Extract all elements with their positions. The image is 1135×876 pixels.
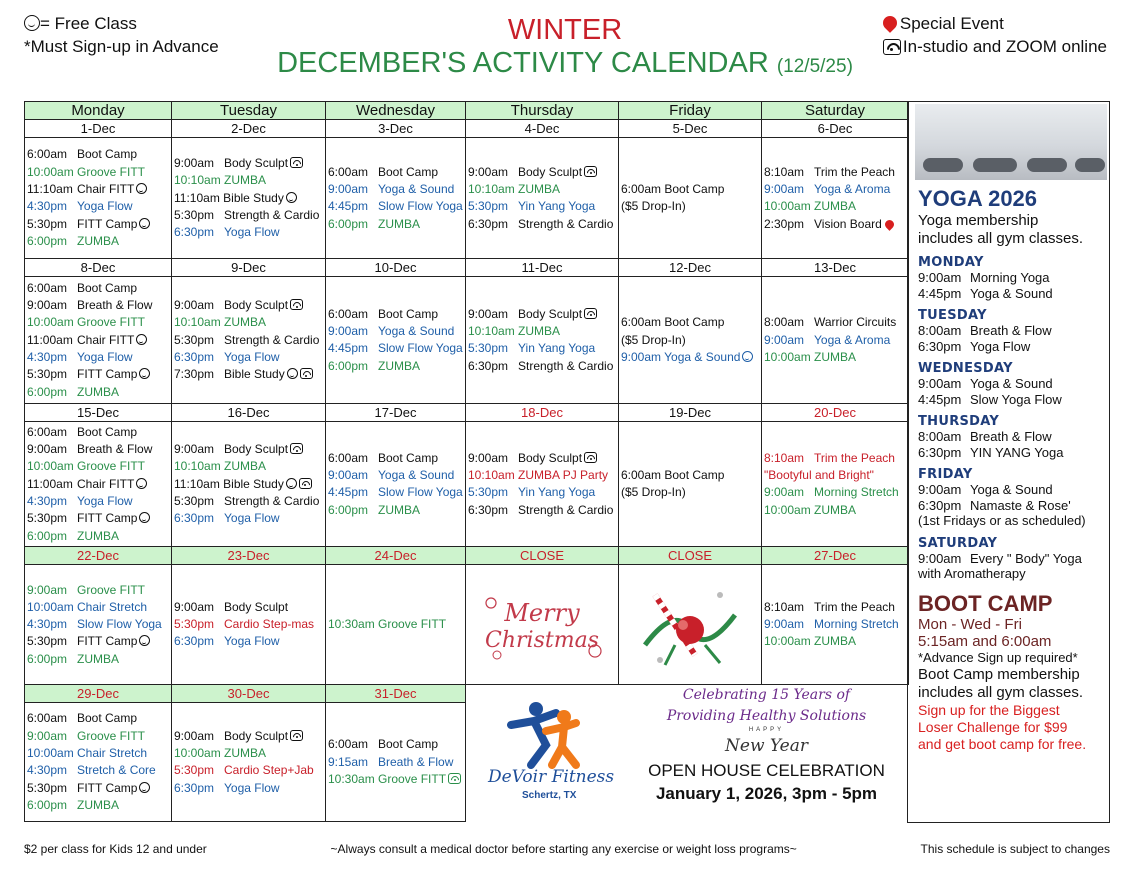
day-cell	[326, 565, 466, 685]
weekday-monday: Monday	[25, 102, 172, 120]
biggest-loser-promo: and get boot camp for free.	[918, 735, 1087, 752]
class-line: 9:00am Yoga & Sound	[328, 468, 455, 482]
class-line: 8:10am Trim the Peach	[764, 450, 895, 465]
day-cell	[25, 565, 172, 685]
class-line: 11:00am Chair FITT	[27, 476, 169, 493]
class-line: 6:30pm Yoga Flow	[174, 634, 280, 649]
boot-camp-title: BOOT CAMP	[918, 590, 1053, 616]
legend-free-class: = Free Class	[40, 14, 137, 33]
class-line: 10:10am ZUMBA PJ Party	[468, 468, 609, 482]
boot-camp-note: *Advance Sign up required*	[918, 649, 1078, 665]
smile-icon	[139, 218, 150, 229]
side-day-heading: FRIDAY	[918, 467, 973, 482]
logo-location: Schertz, TX	[522, 790, 577, 801]
date-cell: 17-Dec	[326, 404, 466, 422]
class-line: 4:30pm Stretch & Core	[27, 763, 156, 778]
date-cell: 20-Dec	[762, 404, 909, 422]
class-line: 5:30pm Cardio Step-mas	[174, 617, 315, 632]
date-cell: 5-Dec	[619, 120, 762, 138]
side-class: 9:00am Yoga & Sound	[918, 482, 1053, 497]
class-line: 6:00am Boot Camp	[328, 450, 439, 465]
promo-new-year: New Year	[725, 736, 808, 756]
day-cell	[619, 277, 762, 404]
week2-classes-row	[25, 277, 909, 404]
day-cell	[25, 138, 172, 259]
side-class: 4:45pm Slow Yoga Flow	[918, 391, 1062, 407]
footer-kids-price: $2 per class for Kids 12 and under	[24, 842, 207, 856]
class-line: 11:00am Chair FITT	[27, 332, 169, 349]
class-line: "Bootyful and Bright"	[764, 468, 874, 482]
class-line: 6:30pm Strength & Cardio	[468, 502, 614, 517]
weekday-wednesday: Wednesday	[326, 102, 466, 120]
class-line: 9:15am Breath & Flow	[328, 754, 454, 769]
day-cell	[172, 422, 326, 547]
closed-date-cell: CLOSE	[619, 547, 762, 565]
class-line: 5:30pm FITT Camp	[27, 780, 169, 797]
date-cell: 13-Dec	[762, 259, 909, 277]
date-cell: 19-Dec	[619, 404, 762, 422]
week2-date-row	[25, 259, 909, 277]
class-line: 6:00pm ZUMBA	[27, 528, 119, 543]
date-cell: 1-Dec	[25, 120, 172, 138]
date-cell: 18-Dec	[466, 404, 619, 422]
side-class: 6:30pm Yoga Flow	[918, 338, 1031, 354]
merry-christmas-graphic	[466, 585, 618, 665]
class-line: 9:00am Body Sculpt	[468, 450, 616, 467]
day-cell	[326, 138, 466, 259]
wifi-icon	[290, 299, 303, 310]
side-class: 8:00am Breath & Flow	[918, 429, 1052, 444]
class-line: 8:10am Trim the Peach	[764, 599, 895, 614]
week1-classes-row	[25, 138, 909, 259]
merry-christmas-svg	[477, 585, 607, 665]
class-line: 5:30pm Yin Yang Yoga	[468, 485, 596, 500]
date-cell: 15-Dec	[25, 404, 172, 422]
class-line: 6:30pm Yoga Flow	[174, 225, 280, 240]
class-line: 5:30pm Cardio Step+Jab	[174, 763, 314, 778]
class-line: 10:00am ZUMBA	[764, 199, 857, 214]
class-line: 5:30pm FITT Camp	[27, 216, 169, 233]
title-main	[240, 46, 890, 84]
side-class: 4:45pm Yoga & Sound	[918, 285, 1053, 301]
class-line: 9:00am Yoga & Sound	[328, 182, 455, 196]
class-line: 5:30pm Yin Yang Yoga	[468, 199, 596, 214]
date-cell: 24-Dec	[326, 547, 466, 565]
side-day-heading: THURSDAY	[918, 414, 1000, 429]
smile-icon	[287, 368, 298, 379]
class-line: 5:30pm Strength & Cardio	[174, 207, 320, 222]
yoga-desc: includes all gym classes.	[918, 230, 1084, 247]
smile-icon	[139, 635, 150, 646]
promo-date: January 1, 2026, 3pm - 5pm	[655, 784, 878, 803]
class-line: 9:00am Body Sculpt	[174, 441, 323, 458]
day-cell	[172, 565, 326, 685]
class-line: 10:30am Groove FITT	[328, 617, 447, 632]
biggest-loser-promo: Sign up for the Biggest	[918, 701, 1060, 718]
class-line: 11:10am Bible Study	[174, 190, 323, 207]
class-line: 9:00am Yoga & Aroma	[764, 332, 891, 347]
class-line: 6:00am Boot Camp	[621, 468, 725, 482]
day-cell	[172, 138, 326, 259]
class-line: 6:30pm Yoga Flow	[174, 349, 280, 364]
class-line: 5:30pm Yin Yang Yoga	[468, 341, 596, 356]
class-line: 6:00pm ZUMBA	[328, 502, 420, 517]
day-cell	[762, 138, 909, 259]
class-line: 9:00am Breath & Flow	[27, 442, 153, 457]
day-cell	[466, 138, 619, 259]
promo-text	[626, 685, 907, 805]
title-block	[240, 14, 890, 84]
class-line: 10:00am Groove FITT	[27, 459, 146, 474]
smile-icon	[742, 351, 753, 362]
class-line: 11:10am Bible Study	[174, 476, 323, 493]
week4-date-row	[25, 547, 909, 565]
side-day-heading: SATURDAY	[918, 535, 998, 551]
title-text: DECEMBER'S ACTIVITY CALENDAR	[277, 47, 769, 79]
day-cell	[466, 422, 619, 547]
class-line: 6:00am Boot Camp	[621, 182, 725, 196]
biggest-loser-promo: Loser Challenge for $99	[918, 718, 1068, 735]
ornament-svg	[635, 575, 745, 675]
closed-date-cell: CLOSE	[466, 547, 619, 565]
class-line: 6:30pm Yoga Flow	[174, 780, 280, 795]
smile-icon	[139, 368, 150, 379]
class-line: 9:00am Body Sculpt	[468, 164, 616, 181]
art-christmas: Christmas	[485, 627, 599, 653]
day-cell	[25, 277, 172, 404]
class-line: 10:00am ZUMBA	[764, 349, 857, 364]
footer-disclaimer: ~Always consult a medical doctor before starting any exercise or weight loss programs~	[330, 842, 797, 856]
class-line: 9:00am Body Sculpt	[174, 155, 323, 172]
date-cell: 9-Dec	[172, 259, 326, 277]
promo-line1: Celebrating 15 Years of	[682, 687, 851, 703]
class-line: 9:00am Yoga & Sound	[328, 324, 455, 338]
class-line: 10:10am ZUMBA	[468, 182, 561, 196]
class-line: 2:30pm Vision Board	[764, 216, 906, 233]
day-cell	[172, 277, 326, 404]
day-cell	[326, 422, 466, 547]
weekday-header-row	[25, 102, 909, 120]
date-cell: 31-Dec	[326, 685, 466, 703]
side-class-note: (1st Fridays or as scheduled)	[918, 513, 1086, 528]
class-line: 10:10am ZUMBA	[174, 173, 267, 188]
wifi-icon	[448, 773, 461, 784]
date-cell: 2-Dec	[172, 120, 326, 138]
class-line: 10:00am Groove FITT	[27, 315, 146, 330]
class-line: ($5 Drop-In)	[621, 332, 686, 347]
class-line: 4:45pm Slow Flow Yoga	[328, 341, 463, 356]
class-line: 6:00am Boot Camp	[27, 424, 138, 439]
date-cell: 8-Dec	[25, 259, 172, 277]
boot-camp-membership: Boot Camp membership	[918, 665, 1080, 683]
logo-name: DeVoir Fitness	[488, 767, 615, 787]
wifi-icon	[584, 308, 597, 319]
class-line: 4:30pm Yoga Flow	[27, 493, 133, 508]
class-line: 6:00pm ZUMBA	[328, 216, 420, 231]
wifi-icon	[290, 730, 303, 741]
yoga-class-photo	[915, 104, 1107, 180]
class-line: 10:10am ZUMBA	[174, 315, 267, 330]
day-cell	[326, 703, 466, 822]
wifi-icon	[290, 443, 303, 454]
date-cell: 29-Dec	[25, 685, 172, 703]
class-line: 4:45pm Slow Flow Yoga	[328, 485, 463, 500]
art-merry: Merry	[504, 598, 580, 627]
class-line: 5:30pm FITT Camp	[27, 633, 169, 650]
class-line: 9:00am Breath & Flow	[27, 298, 153, 313]
day-cell	[762, 277, 909, 404]
side-class: 9:00am Morning Yoga	[918, 270, 1050, 285]
boot-camp-membership: includes all gym classes.	[918, 683, 1084, 701]
new-year-promo	[466, 685, 907, 823]
class-line: 11:10am Chair FITT	[27, 181, 169, 198]
class-line: 7:30pm Bible Study	[174, 366, 323, 383]
date-cell: 22-Dec	[25, 547, 172, 565]
class-line: 6:00am Boot Camp	[27, 711, 138, 726]
class-line: 4:30pm Slow Flow Yoga	[27, 617, 162, 632]
class-line: 10:00am Chair Stretch	[27, 599, 148, 614]
side-class: 9:00am Every " Body" Yoga	[918, 550, 1082, 566]
class-line: 9:00am Body Sculpt	[174, 599, 289, 614]
class-line: 6:00pm ZUMBA	[27, 797, 119, 812]
class-line: 8:10am Trim the Peach	[764, 164, 895, 179]
boot-camp-days: Mon - Wed - Fri	[918, 615, 1022, 633]
title-season: WINTER	[507, 14, 623, 46]
day-cell	[25, 422, 172, 547]
weekday-friday: Friday	[619, 102, 762, 120]
class-line: 5:30pm FITT Camp	[27, 366, 169, 383]
class-line: 6:30pm Strength & Cardio	[468, 358, 614, 373]
weekday-tuesday: Tuesday	[172, 102, 326, 120]
class-line: 9:00am Yoga & Sound	[621, 349, 759, 366]
date-cell: 23-Dec	[172, 547, 326, 565]
date-cell: 11-Dec	[466, 259, 619, 277]
smile-icon	[136, 183, 147, 194]
day-cell	[762, 422, 909, 547]
side-day-heading: WEDNESDAY	[918, 361, 1013, 376]
smile-icon	[136, 478, 147, 489]
class-line: 4:30pm Yoga Flow	[27, 199, 133, 214]
week3-date-row	[25, 404, 909, 422]
yoga-title: YOGA 2026	[918, 186, 1038, 211]
promo-happy: HAPPY	[748, 727, 785, 733]
class-line: 9:00am Body Sculpt	[174, 728, 323, 745]
class-line: 10:30am Groove FITT	[328, 771, 463, 788]
week3-classes-row	[25, 422, 909, 547]
class-line: 9:00am Groove FITT	[27, 728, 146, 743]
date-cell: 6-Dec	[762, 120, 909, 138]
class-line: 6:00pm ZUMBA	[27, 384, 119, 399]
day-cell	[25, 703, 172, 822]
legend-zoom: In-studio and ZOOM online	[902, 37, 1107, 56]
class-line: 6:00pm ZUMBA	[27, 651, 119, 666]
class-line: 9:00am Groove FITT	[27, 582, 146, 597]
title-date: (12/5/25)	[776, 56, 853, 77]
class-line: 5:30pm Strength & Cardio	[174, 493, 320, 508]
date-cell: 10-Dec	[326, 259, 466, 277]
special-event-drop-icon	[883, 218, 896, 231]
yoga-desc: Yoga membership	[918, 212, 1039, 229]
class-line: 10:00am ZUMBA	[764, 502, 857, 517]
class-line: 10:10am ZUMBA	[174, 459, 267, 474]
class-line: 10:10am ZUMBA	[468, 324, 561, 338]
wifi-icon	[290, 157, 303, 168]
smile-icon	[286, 478, 297, 489]
day-cell	[619, 138, 762, 259]
class-line: 9:00am Body Sculpt	[174, 297, 323, 314]
day-cell	[619, 422, 762, 547]
side-day-heading: TUESDAY	[918, 308, 987, 323]
day-cell	[762, 565, 909, 685]
class-line: 6:00am Boot Camp	[621, 315, 725, 330]
footer-subject-to-change: This schedule is subject to changes	[920, 842, 1110, 856]
class-line: 6:00pm ZUMBA	[328, 358, 420, 373]
wifi-icon	[584, 452, 597, 463]
class-line: 6:00pm ZUMBA	[27, 233, 119, 248]
class-line: 6:00am Boot Camp	[328, 306, 439, 321]
promo-line2: Providing Healthy Solutions	[666, 708, 867, 724]
logo-figures-icon	[476, 695, 616, 775]
wifi-icon	[300, 368, 313, 379]
legend-special-event: Special Event	[899, 14, 1004, 33]
wifi-icon	[299, 478, 312, 489]
side-class: 6:30pm Namaste & Rose'	[918, 497, 1071, 513]
legend-signup: *Must Sign-up in Advance	[24, 37, 219, 56]
class-line: 6:30pm Yoga Flow	[174, 511, 280, 526]
week1-date-row	[25, 120, 909, 138]
side-day-heading: MONDAY	[918, 255, 984, 270]
christmas-ornament-art	[619, 565, 762, 685]
smile-icon	[24, 15, 40, 31]
legend-right	[883, 12, 1107, 58]
class-line: 4:45pm Slow Flow Yoga	[328, 199, 463, 214]
weekday-thursday: Thursday	[466, 102, 619, 120]
side-class-note: with Aromatherapy	[918, 566, 1026, 581]
class-line: 10:00am Groove FITT	[27, 164, 146, 179]
wifi-icon	[584, 166, 597, 177]
class-line: 10:00am ZUMBA	[764, 634, 857, 649]
date-cell: 16-Dec	[172, 404, 326, 422]
side-class: 6:30pm YIN YANG Yoga	[918, 444, 1064, 460]
class-line: ($5 Drop-In)	[621, 199, 686, 214]
class-line: 10:00am Chair Stretch	[27, 746, 148, 760]
class-line: 6:00am Boot Camp	[328, 164, 439, 179]
class-line: 4:30pm Yoga Flow	[27, 349, 133, 364]
day-cell	[466, 277, 619, 404]
legend-left	[24, 12, 219, 58]
smile-icon	[136, 334, 147, 345]
day-cell	[172, 703, 326, 822]
class-line: 9:00am Body Sculpt	[468, 306, 616, 323]
side-class: 8:00am Breath & Flow	[918, 323, 1052, 338]
class-line: 6:00am Boot Camp	[328, 737, 439, 752]
class-line: 10:00am ZUMBA	[174, 746, 267, 760]
merry-christmas-art	[466, 565, 619, 685]
date-cell: 4-Dec	[466, 120, 619, 138]
promo-open-house: OPEN HOUSE CELEBRATION	[648, 761, 885, 780]
class-line: 9:00am Morning Stretch	[764, 485, 899, 500]
class-line: 6:00am Boot Camp	[27, 280, 138, 295]
week4-classes-row	[25, 565, 909, 685]
weekday-saturday: Saturday	[762, 102, 909, 120]
date-cell: 12-Dec	[619, 259, 762, 277]
ornament-graphic	[619, 575, 761, 675]
day-cell	[326, 277, 466, 404]
class-line: 8:00am Warrior Circuits	[764, 315, 897, 330]
date-cell: 3-Dec	[326, 120, 466, 138]
class-line: 6:00am Boot Camp	[27, 147, 138, 162]
devoir-fitness-logo	[476, 695, 626, 815]
boot-camp-times: 5:15am and 6:00am	[918, 632, 1052, 650]
class-line: 9:00am Yoga & Aroma	[764, 182, 891, 196]
class-line: ($5 Drop-In)	[621, 485, 686, 500]
side-class: 9:00am Yoga & Sound	[918, 376, 1053, 391]
date-cell: 30-Dec	[172, 685, 326, 703]
class-line: 5:30pm Strength & Cardio	[174, 332, 320, 347]
class-line: 9:00am Morning Stretch	[764, 617, 899, 632]
smile-icon	[139, 512, 150, 523]
smile-icon	[286, 192, 297, 203]
date-cell: 27-Dec	[762, 547, 909, 565]
sidebar-info	[907, 101, 1110, 823]
smile-icon	[139, 782, 150, 793]
class-line: 5:30pm FITT Camp	[27, 510, 169, 527]
class-line: 6:30pm Strength & Cardio	[468, 216, 614, 231]
footer	[24, 842, 1110, 856]
